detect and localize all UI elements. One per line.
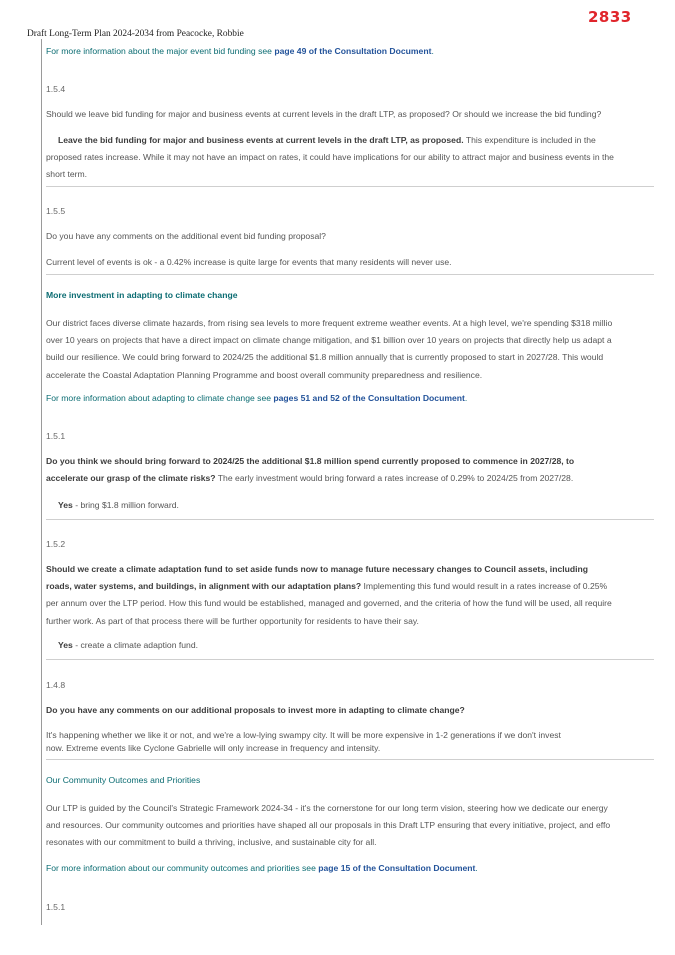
climate-paragraph-line-2: over 10 years on projects that have a direct impact on climate change mitigation, and $1 billion over 10 years on projects that directly help us adapt a — [46, 335, 612, 346]
document-header: Draft Long-Term Plan 2024-2034 from Peacocke, Robbie — [27, 29, 244, 39]
consultation-link-page-15[interactable]: page 15 of the Consultation Document — [318, 863, 476, 873]
divider — [46, 186, 654, 187]
answer-1-5-4-line-2: proposed rates increase. While it may not have an impact on rates, it could have implications for our ability to attract major and business events in the — [46, 152, 614, 163]
submission-content — [46, 39, 654, 939]
question-number-1-5-5: 1.5.5 — [46, 206, 66, 216]
answer-1-5-4-text: This expenditure is included in the — [463, 135, 596, 145]
info-text: For more information about our community outcomes and priorities see — [46, 863, 319, 873]
divider — [46, 759, 654, 760]
info-text-end: . — [464, 393, 468, 403]
answer-1-5-1 — [46, 497, 654, 514]
question-number-1-5-1: 1.5.1 — [46, 431, 66, 441]
question-1-5-2-text: Implementing this fund would result in a rates increase of 0.25% — [361, 581, 608, 592]
question-number-1-4-8: 1.4.8 — [46, 680, 66, 690]
question-1-5-2-line-4: further work. As part of that process there will be further opportunity for residents to have their say. — [46, 615, 419, 626]
question-1-5-2 — [46, 561, 654, 630]
info-text: For more information about adapting to climate change see — [46, 393, 274, 403]
climate-paragraph-line-4: accelerate the Coastal Adaptation Planning Programme and boost overall community preparedness and resilience. — [46, 369, 483, 380]
answer-1-5-2 — [46, 637, 654, 654]
content-left-rule — [41, 39, 42, 925]
divider — [46, 659, 654, 660]
answer-1-5-5: Current level of events is ok - a 0.42% increase is quite large for events that many residents will never use. — [46, 257, 452, 267]
question-number-1-5-4: 1.5.4 — [46, 84, 66, 94]
answer-1-5-4-line-3: short term. — [46, 169, 88, 180]
question-1-5-1-text: The early investment would bring forward a rates increase of 0.29% to 2024/25 from 2027/28. — [215, 473, 574, 484]
question-1-5-2-line-3: per annum over the LTP period. How this fund would be established, managed and governed, and the criteria of how the fund will be used, all require — [46, 598, 612, 609]
question-number-1-5-2: 1.5.2 — [46, 539, 66, 549]
section-heading-climate: More investment in adapting to climate change — [46, 290, 238, 300]
divider — [46, 274, 654, 275]
info-text-end: . — [431, 46, 434, 56]
question-1-4-8: Do you have any comments on our additional proposals to invest more in adapting to climate change? — [46, 705, 465, 715]
answer-1-4-8 — [46, 729, 654, 754]
consultation-link-pages-51-52[interactable]: pages 51 and 52 of the Consultation Document — [273, 393, 465, 403]
climate-paragraph-line-3: build our resilience. We could bring forward to 2024/25 the additional $1.8 million annually that is currently proposed to start in 2027/28. This would — [46, 352, 604, 363]
question-1-5-5: Do you have any comments on the additional event bid funding proposal? — [46, 231, 326, 241]
question-1-5-4: Should we leave bid funding for major and business events at current levels in the draft LTP, as proposed? Or should we increase the bid funding? — [46, 109, 602, 119]
climate-paragraph — [46, 315, 654, 384]
page-number: 2833 — [588, 8, 632, 26]
outcomes-paragraph-line-3: resonates with our commitment to build a thriving, inclusive, and sustainable city for all. — [46, 837, 377, 848]
climate-paragraph-line-1: Our district faces diverse climate hazards, from rising sea levels to more frequent extreme weather events. At a high level, we're spending $318 millio — [46, 318, 613, 328]
outcomes-paragraph — [46, 800, 654, 852]
answer-1-5-1-bold: Yes — [58, 500, 73, 510]
answer-1-5-2-bold: Yes — [58, 640, 73, 650]
answer-1-5-4-bold: Leave the bid funding for major and business events at current levels in the draft LTP, as proposed. — [58, 135, 464, 145]
divider — [46, 519, 654, 520]
question-number-1-5-1-outcomes: 1.5.1 — [46, 902, 66, 912]
question-1-5-1 — [46, 453, 654, 487]
answer-1-5-2-text: - create a climate adaption fund. — [72, 640, 198, 650]
answer-1-4-8-line-2: now. Extreme events like Cyclone Gabrielle will only increase in frequency and intensity. — [46, 742, 381, 753]
info-text: For more information about the major event bid funding see — [46, 46, 275, 56]
question-1-5-2-line-1: Should we create a climate adaptation fund to set aside funds now to manage future necessary changes to Council assets, including — [46, 564, 588, 574]
answer-1-5-1-text: - bring $1.8 million forward. — [72, 500, 179, 510]
answer-1-5-4 — [46, 132, 654, 184]
question-1-5-1-bold: accelerate our grasp of the climate risks? — [46, 473, 216, 484]
climate-info-line — [46, 390, 654, 407]
answer-1-4-8-line-1: It's happening whether we like it or not, and we're a low-lying swampy city. It will be more expensive in 1-2 generations if we don't invest — [46, 730, 561, 740]
question-1-5-2-bold: roads, water systems, and buildings, in alignment with our adaptation plans? — [46, 581, 362, 592]
outcomes-info-line — [46, 860, 654, 877]
question-1-5-1-line-1: Do you think we should bring forward to 2024/25 the additional $1.8 million spend currently proposed to commence in 2027/28, to — [46, 456, 575, 466]
outcomes-paragraph-line-2: and resources. Our community outcomes and priorities have shaped all our proposals in this Draft LTP ensuring that every initiative, project, and effo — [46, 820, 611, 831]
info-text-end: . — [475, 863, 478, 873]
section-heading-community-outcomes: Our Community Outcomes and Priorities — [46, 775, 201, 785]
outcomes-paragraph-line-1: Our LTP is guided by the Council's Strategic Framework 2024-34 - it's the cornerstone for our long term vision, steering how we dedicate our energy — [46, 803, 608, 813]
consultation-link-page-49[interactable]: page 49 of the Consultation Document — [274, 46, 432, 56]
event-bid-info-line — [46, 43, 654, 60]
